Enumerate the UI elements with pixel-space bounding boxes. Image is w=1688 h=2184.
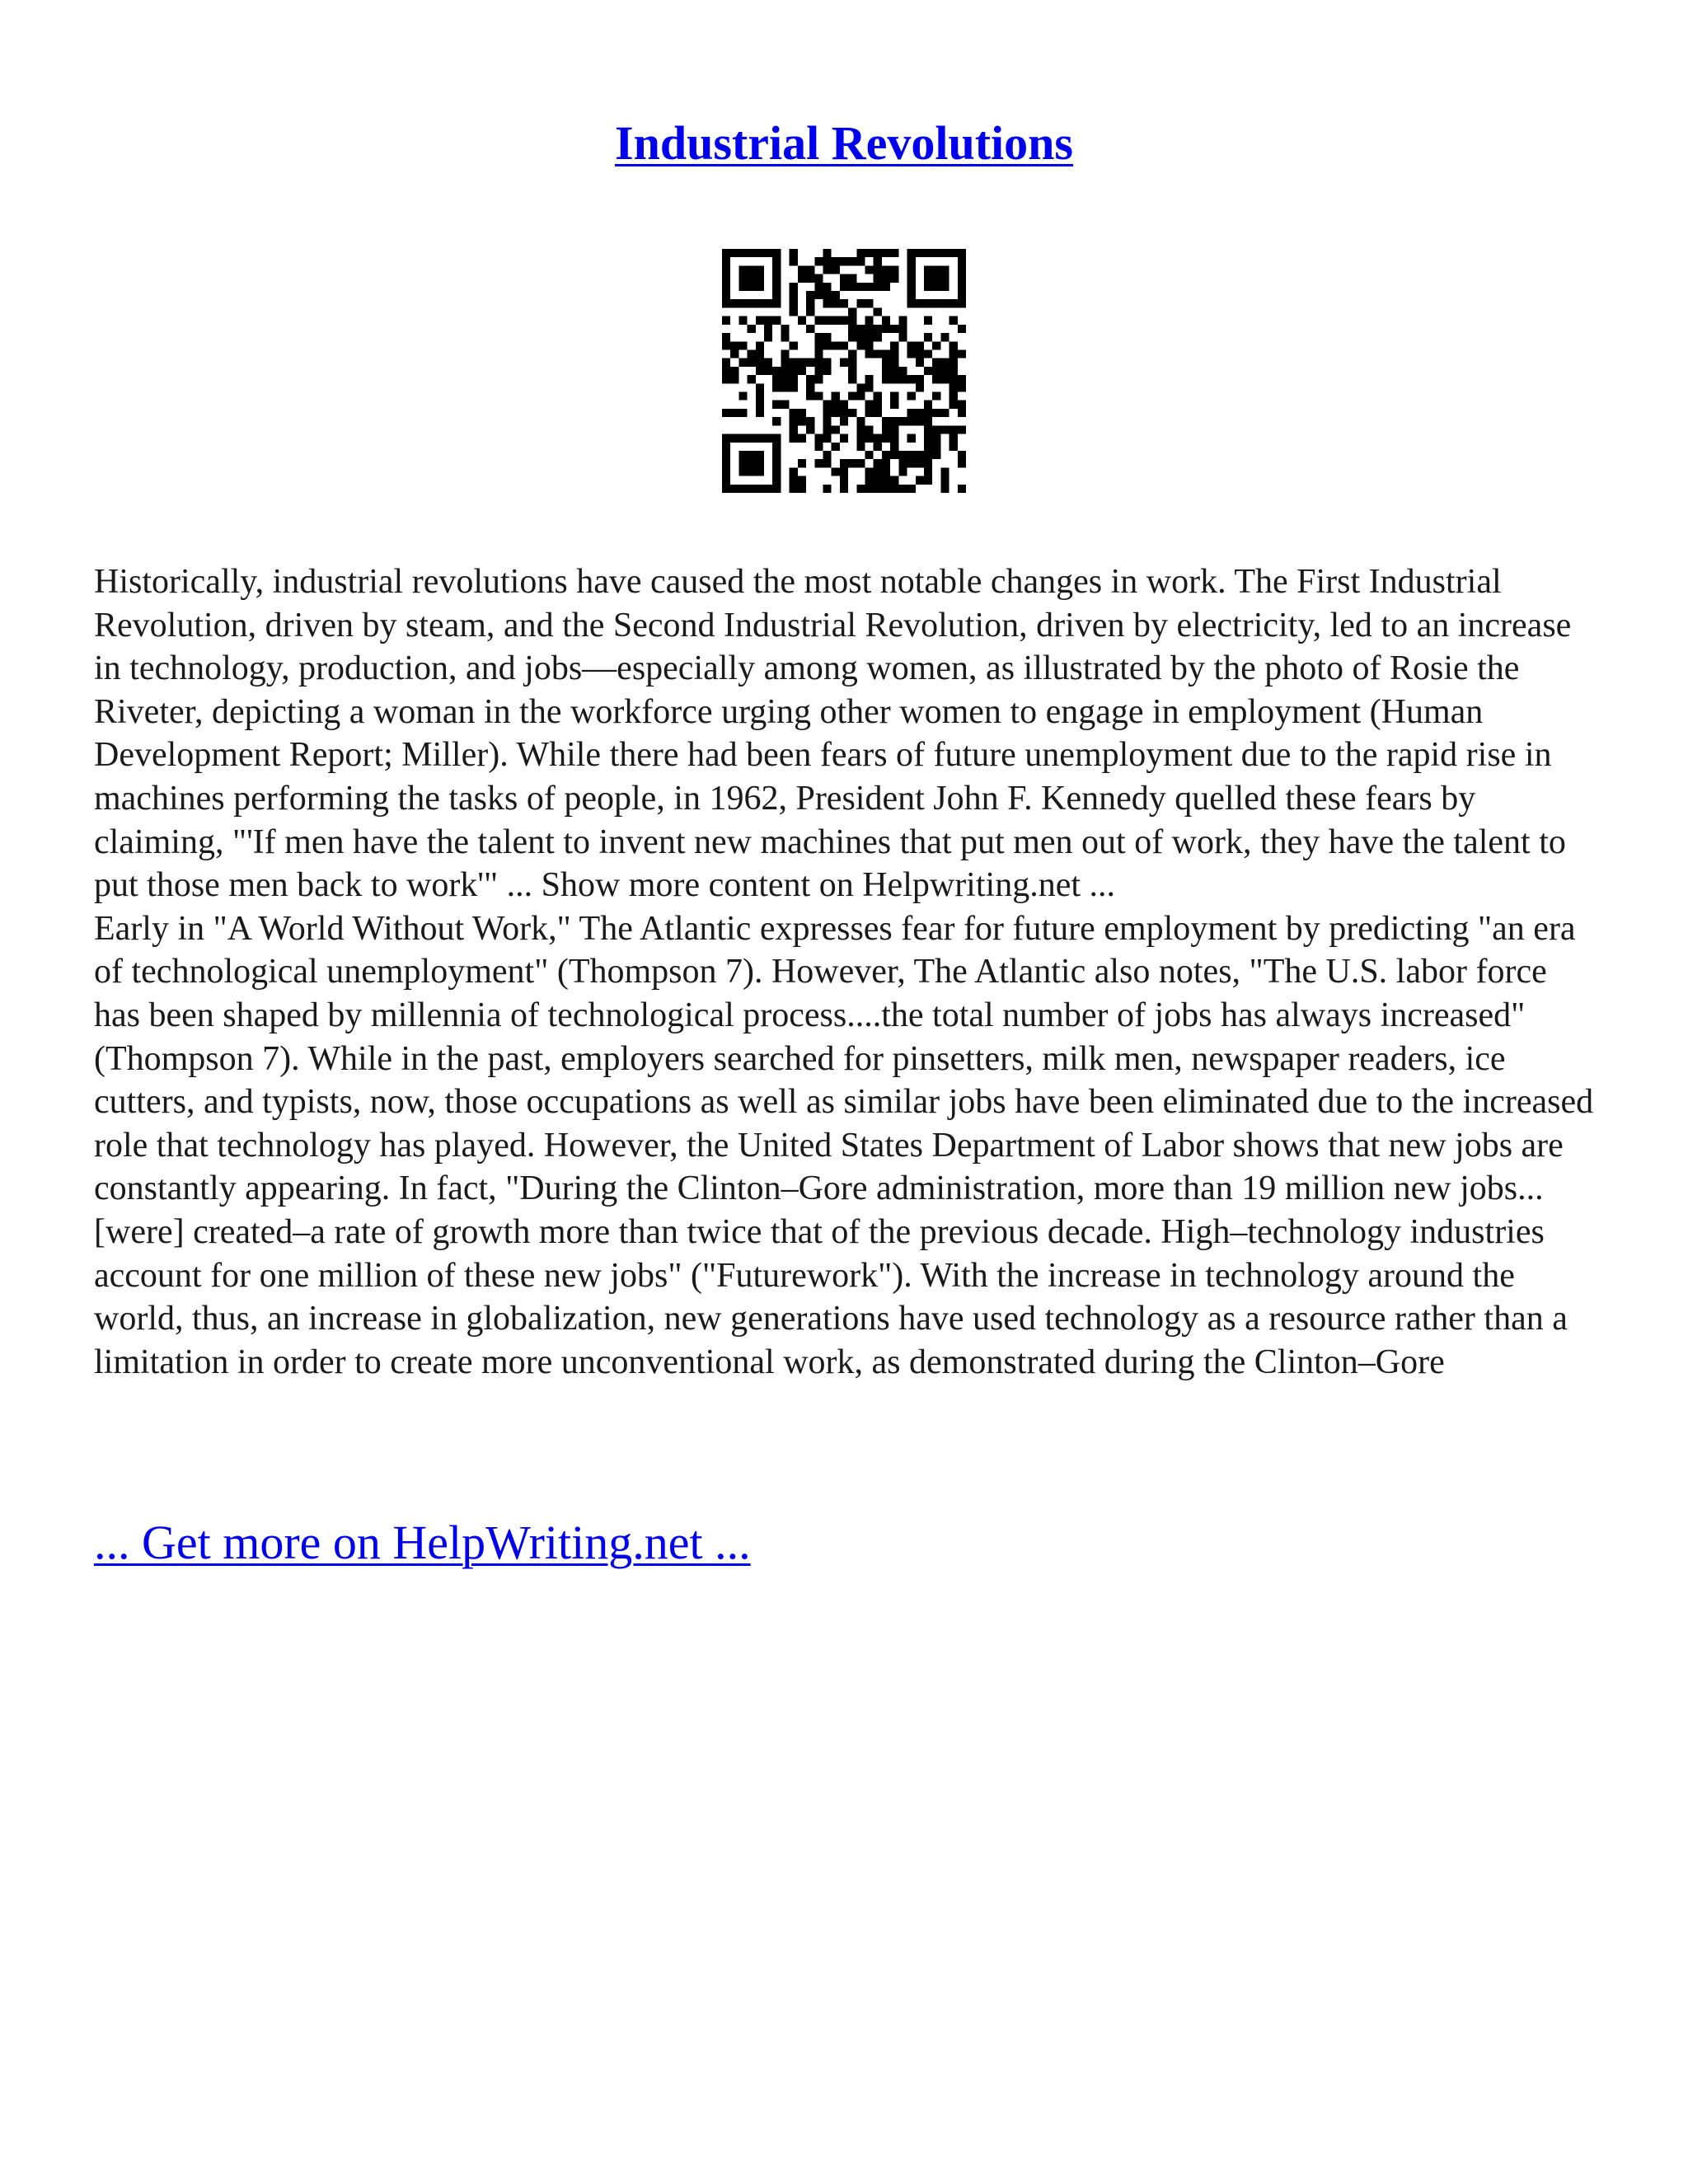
- title-container: [0, 115, 1688, 171]
- qr-code-icon: [722, 249, 966, 493]
- paragraph-1: Historically, industrial revolutions have caused the most notable changes in work. The First Industrial Revolution, driven by steam, and the Second Industrial Revolution, driven by electricity, led to an increase in technology, production, and jobs—especially among women, as illustrated by the photo of Rosie the Riveter, depicting a woman in the workforce urging other women to engage in employment (Human Development Report; Miller). While there had been fears of future unemployment due to the rapid rise in machines performing the tasks of people, in 1962, President John F. Kennedy quelled these fears by claiming, "'If men have the talent to invent new machines that put men out of work, they have the talent to put those men back to work'" ... Show more content on Helpwriting.net ...: [94, 563, 1572, 905]
- get-more-link[interactable]: ... Get more on HelpWriting.net ...: [94, 1516, 751, 1569]
- body-text: [94, 560, 1594, 1384]
- paragraph-2: Early in "A World Without Work," The Atlantic expresses fear for future employment by predicting "an era of technological unemployment" (Thompson 7). However, The Atlantic also notes, "The U.S. labor force has been shaped by millennia of technological process....the total number of jobs has always increased" (Thompson 7). While in the past, employers searched for pinsetters, milk men, newspaper readers, ice cutters, and typists, now, those occupations as well as similar jobs have been eliminated due to the increased role that technology has played. However, the United States Department of Labor shows that new jobs are constantly appearing. In fact, "During the Clinton–Gore administration, more than 19 million new jobs...[were] created–a rate of growth more than twice that of the previous decade. High–technology industries account for one million of these new jobs" ("Futurework"). With the increase in technology around the world, thus, an increase in globalization, new generations have used technology as a resource rather than a limitation in order to create more unconventional work, as demonstrated during the Clinton–Gore: [94, 909, 1594, 1381]
- document-title-link[interactable]: Industrial Revolutions: [615, 116, 1073, 170]
